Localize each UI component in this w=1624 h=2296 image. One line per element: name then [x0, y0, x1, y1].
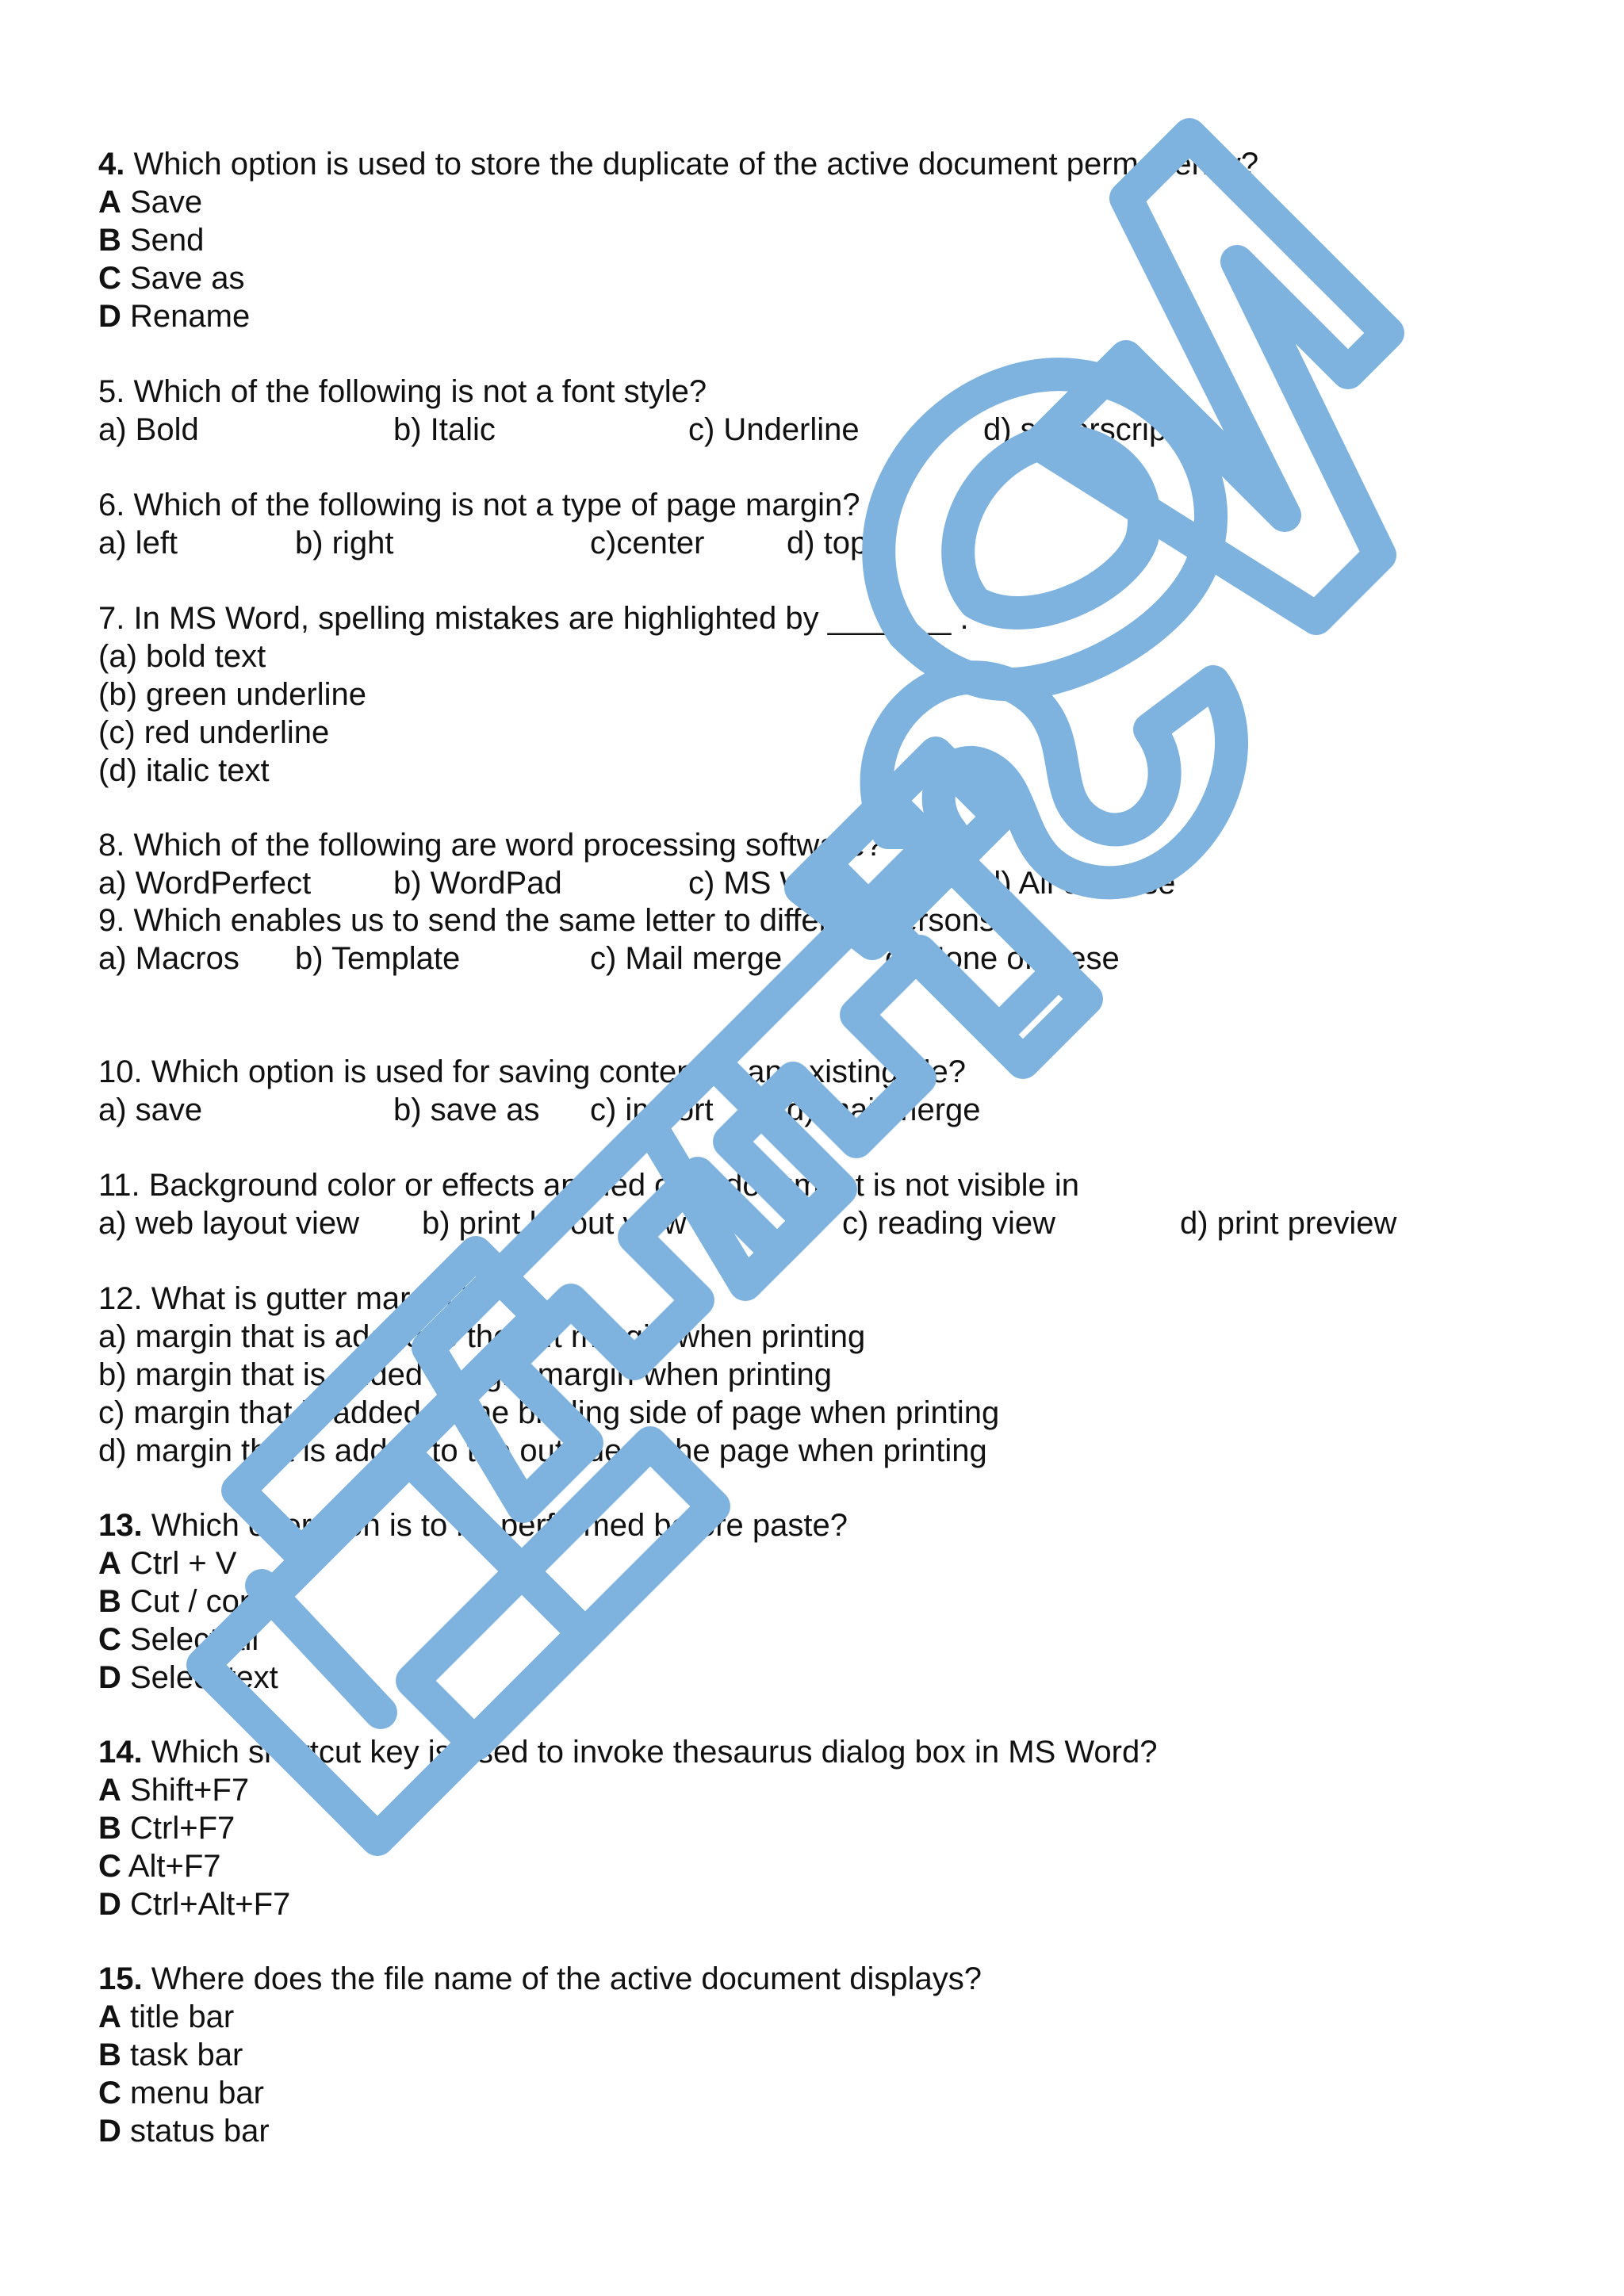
option-text: Send — [121, 223, 205, 258]
option-text: c) MS Word — [688, 866, 856, 901]
question-text: Which operation is to be performed before paste? — [142, 1508, 848, 1543]
option-text: Ctrl + V — [121, 1546, 237, 1581]
question-line — [98, 599, 969, 637]
question-number: 14. — [98, 1735, 143, 1770]
question-line — [98, 1960, 982, 1998]
option-letter: C — [98, 2076, 121, 2110]
answer-option — [983, 411, 1175, 449]
option-letter: D — [98, 2114, 121, 2149]
answer-option — [98, 1204, 359, 1242]
answer-option — [98, 1809, 235, 1847]
question-line — [98, 145, 1258, 183]
option-text: a) left — [98, 526, 178, 561]
option-text: c)center — [590, 526, 705, 561]
question-text: 8. Which of the following are word processing software? — [98, 828, 883, 863]
answer-option — [98, 714, 329, 752]
question-text: 11. Background color or effects applied on a document is not visible in — [98, 1168, 1080, 1203]
option-text: title bar — [121, 1999, 235, 2034]
answer-option — [98, 1885, 290, 1923]
option-text: Ctrl+F7 — [121, 1811, 236, 1846]
option-text: Shift+F7 — [121, 1773, 250, 1808]
answer-option — [590, 524, 705, 562]
answer-option — [590, 1091, 714, 1129]
answer-option — [688, 411, 860, 449]
option-letter: B — [98, 1811, 121, 1846]
answer-option — [393, 1091, 540, 1129]
question-text: 12. What is gutter margin? — [98, 1281, 471, 1316]
option-letter: B — [98, 223, 121, 258]
option-letter: A — [98, 1773, 121, 1808]
option-text: Alt+F7 — [121, 1849, 221, 1884]
question-line — [98, 1053, 966, 1091]
option-letter: A — [98, 185, 121, 220]
option-text: c) reading view — [842, 1206, 1056, 1241]
option-text: Rename — [121, 299, 251, 334]
answer-option — [393, 864, 562, 902]
answer-option — [98, 2112, 270, 2150]
option-letter: B — [98, 2038, 121, 2072]
option-text: (c) red underline — [98, 715, 330, 750]
question-text: 7. In MS Word, spelling mistakes are highlighted by _______ . — [98, 601, 969, 636]
answer-option — [98, 1998, 234, 2036]
answer-option — [295, 524, 394, 562]
question-text: 6. Which of the following is not a type of page margin? — [98, 488, 860, 522]
question-number: 4. — [98, 147, 125, 182]
answer-option — [688, 864, 855, 902]
option-text: menu bar — [121, 2076, 264, 2110]
option-text: Cut / copy — [121, 1584, 274, 1619]
option-text: d) mail merge — [787, 1093, 981, 1127]
answer-option — [393, 411, 496, 449]
option-text: Save as — [121, 261, 245, 296]
question-line — [98, 1733, 1158, 1771]
question-line — [98, 826, 883, 864]
option-letter: B — [98, 1584, 121, 1619]
answer-option — [98, 1394, 999, 1432]
option-letter: A — [98, 1546, 121, 1581]
answer-option — [98, 1544, 236, 1582]
option-text: a) web layout view — [98, 1206, 360, 1241]
answer-option — [842, 1204, 1055, 1242]
answer-option — [98, 939, 239, 978]
option-text: b) Italic — [393, 412, 496, 447]
answer-option — [422, 1204, 686, 1242]
option-letter: D — [98, 1887, 121, 1922]
option-text: Save — [121, 185, 203, 220]
question-line — [98, 1506, 848, 1544]
option-text: b) margin that is added to right margin when printing — [98, 1357, 832, 1392]
question-line — [98, 486, 860, 524]
question-text: 9. Which enables us to send the same letter to different persons? — [98, 903, 1013, 938]
answer-option — [787, 1091, 981, 1129]
answer-option — [295, 939, 460, 978]
option-text: a) WordPerfect — [98, 866, 312, 901]
question-line — [98, 1166, 1079, 1204]
answer-option — [590, 939, 782, 978]
option-text: d) superscript — [983, 412, 1176, 447]
answer-option — [885, 939, 1120, 978]
option-text: d) top — [787, 526, 868, 561]
option-text: (d) italic text — [98, 753, 270, 788]
answer-option — [98, 675, 366, 714]
option-text: task bar — [121, 2038, 243, 2072]
option-text: a) Macros — [98, 941, 239, 976]
answer-option — [98, 221, 204, 259]
option-text: b) print layout view — [422, 1206, 687, 1241]
option-text: c) margin that is added to the binding side of page when printing — [98, 1395, 1000, 1430]
option-text: (a) bold text — [98, 639, 266, 674]
question-text: Which shortcut key is used to invoke thesaurus dialog box in MS Word? — [142, 1735, 1158, 1770]
option-text: Select all — [121, 1622, 259, 1657]
answer-option — [98, 1771, 249, 1809]
option-text: c) import — [590, 1093, 714, 1127]
answer-option — [98, 1356, 832, 1394]
option-text: c) Mail merge — [590, 941, 783, 976]
question-text: 10. Which option is used for saving content to an existing file? — [98, 1054, 966, 1089]
answer-option — [98, 864, 311, 902]
option-text: Select text — [121, 1660, 278, 1695]
answer-option — [98, 297, 250, 335]
answer-option — [98, 183, 202, 221]
option-letter: C — [98, 261, 121, 296]
answer-option — [98, 1091, 202, 1129]
question-text: Which option is used to store the duplicate of the active document permanently? — [124, 147, 1259, 182]
option-letter: D — [98, 1660, 121, 1695]
question-number: 13. — [98, 1508, 143, 1543]
answer-option — [787, 524, 868, 562]
option-text: b) right — [295, 526, 394, 561]
option-text: d) None of these — [885, 941, 1120, 976]
answer-option — [983, 864, 1175, 902]
question-number: 15. — [98, 1961, 143, 1996]
option-text: d) All of these — [983, 866, 1176, 901]
question-text: Where does the file name of the active document displays? — [142, 1961, 982, 1996]
option-text: c) Underline — [688, 412, 860, 447]
option-letter: D — [98, 299, 121, 334]
option-text: a) save — [98, 1093, 203, 1127]
question-text: 5. Which of the following is not a font style? — [98, 374, 707, 409]
option-text: d) print preview — [1180, 1206, 1397, 1241]
option-letter: A — [98, 1999, 121, 2034]
option-text: b) Template — [295, 941, 461, 976]
option-text: d) margin that is added to the outside of the page when printing — [98, 1433, 987, 1468]
answer-option — [98, 1432, 987, 1470]
question-line — [98, 1280, 470, 1318]
option-text: status bar — [121, 2114, 270, 2149]
question-line — [98, 901, 1013, 939]
option-text: b) WordPad — [393, 866, 562, 901]
answer-option — [98, 1621, 259, 1659]
option-text: Ctrl+Alt+F7 — [121, 1887, 291, 1922]
answer-option — [1180, 1204, 1396, 1242]
answer-option — [98, 524, 178, 562]
answer-option — [98, 2074, 264, 2112]
option-text: a) margin that is added to the left margin when printing — [98, 1319, 866, 1354]
question-line — [98, 373, 707, 411]
answer-option — [98, 2036, 243, 2074]
option-text: b) save as — [393, 1093, 540, 1127]
answer-option — [98, 1582, 273, 1621]
answer-option — [98, 752, 270, 790]
answer-option — [98, 411, 199, 449]
answer-option — [98, 259, 245, 297]
option-text: a) Bold — [98, 412, 199, 447]
option-letter: C — [98, 1622, 121, 1657]
answer-option — [98, 1847, 221, 1885]
answer-option — [98, 1659, 278, 1697]
option-text: (b) green underline — [98, 677, 366, 712]
option-letter: C — [98, 1849, 121, 1884]
answer-option — [98, 637, 266, 675]
answer-option — [98, 1318, 865, 1356]
